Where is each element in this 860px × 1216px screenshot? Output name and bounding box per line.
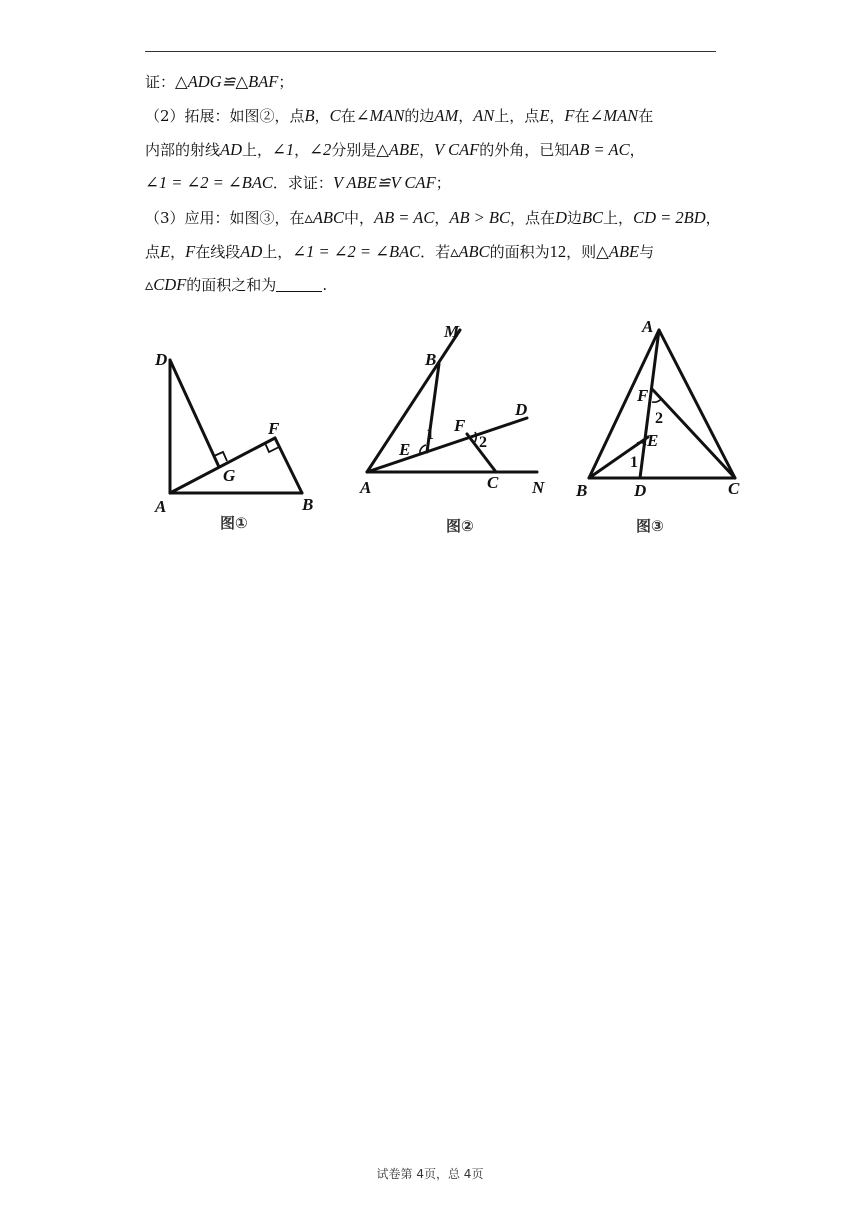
- text: ，: [170, 243, 186, 261]
- math: AB = AC: [569, 140, 630, 159]
- text: ，: [549, 107, 565, 125]
- text: 在线段: [195, 243, 241, 261]
- label-n: N: [532, 478, 545, 497]
- label-c: C: [487, 473, 499, 492]
- label-a: A: [642, 317, 654, 336]
- label-b: B: [425, 350, 437, 369]
- problem-line-2: [145, 106, 653, 126]
- page-footer: 试卷第 4页，总 4页: [376, 1167, 484, 1181]
- math: ∠MAN: [355, 106, 405, 125]
- math: △ABE: [376, 140, 420, 159]
- problem-line-7: [145, 275, 327, 295]
- label-m: M: [444, 322, 460, 341]
- math: F: [564, 106, 575, 125]
- angle-2-arc: [652, 398, 662, 402]
- text: ，: [629, 141, 645, 159]
- text: （2）拓展：如图②，点: [145, 107, 305, 125]
- figure-2-caption: 图②: [446, 517, 474, 535]
- problem-line-3: [145, 140, 645, 160]
- label-d: D: [515, 400, 528, 419]
- math: CD = 2BD: [633, 208, 706, 227]
- text: ；: [278, 73, 294, 91]
- text: ，: [434, 209, 450, 227]
- text: 在: [340, 107, 356, 125]
- math: AB > BC: [449, 208, 510, 227]
- label-f: F: [454, 416, 466, 435]
- label-e: E: [647, 431, 659, 450]
- text: 的边: [404, 107, 435, 125]
- text: 上，点: [494, 107, 540, 125]
- math: AB = AC: [374, 208, 435, 227]
- text: 中，: [344, 209, 375, 227]
- text: 在: [638, 107, 654, 125]
- label-d: D: [155, 350, 168, 369]
- text: ，: [314, 107, 330, 125]
- text: ，: [294, 141, 310, 159]
- figure-3-caption: 图③: [636, 517, 664, 535]
- text: ，: [458, 107, 474, 125]
- text: 的面积为: [489, 243, 550, 261]
- angle-1-label: 1: [426, 426, 434, 443]
- text: 分别是: [331, 141, 377, 159]
- label-b: B: [576, 481, 588, 500]
- angle-2-arc: [474, 432, 476, 443]
- math: ∠1 = ∠2 = ∠BAC: [292, 242, 421, 261]
- figure-1: [145, 340, 345, 520]
- angle-1-label: 1: [630, 454, 638, 471]
- text: ．求证：: [272, 174, 333, 192]
- math: V ABE≌V CAF: [332, 173, 436, 192]
- ray-ad: [367, 418, 527, 472]
- math: AM: [434, 106, 459, 125]
- math: AD: [220, 140, 243, 159]
- math: F: [185, 242, 196, 261]
- label-a: A: [360, 478, 372, 497]
- problem-line-4: [145, 173, 451, 193]
- math: D: [555, 208, 567, 227]
- label-e: E: [399, 440, 411, 459]
- text: ，则: [566, 243, 597, 261]
- segment-fb: [275, 438, 302, 493]
- text: 的面积之和为: [186, 276, 277, 294]
- math: B: [304, 106, 315, 125]
- problem-line-1: [145, 72, 293, 92]
- label-a: A: [155, 497, 167, 516]
- math: E: [539, 106, 550, 125]
- label-f: F: [268, 419, 280, 438]
- math: ▵CDF: [145, 275, 187, 294]
- segment-dg: [170, 360, 219, 467]
- text: 内部的射线: [145, 141, 221, 159]
- math: AN: [473, 106, 495, 125]
- figure-1-caption: 图①: [220, 514, 248, 532]
- ray-am: [367, 330, 460, 472]
- math: △ABE: [596, 242, 640, 261]
- math: ▵ABC: [450, 242, 490, 261]
- text: 边: [566, 209, 582, 227]
- answer-blank[interactable]: [276, 277, 322, 292]
- problem-line-6: [145, 242, 654, 262]
- number: 12: [549, 242, 567, 261]
- text: .: [322, 276, 328, 294]
- math: ∠1 = ∠2 = ∠BAC: [145, 173, 273, 192]
- text: 证：: [145, 73, 176, 91]
- figure-3: [570, 310, 760, 500]
- text: ，: [419, 141, 435, 159]
- figure-2: [350, 315, 560, 505]
- math: ∠MAN: [589, 106, 639, 125]
- math: BC: [581, 208, 604, 227]
- text: （3）应用：如图③，在: [145, 209, 305, 227]
- header-rule: [145, 51, 716, 52]
- text: 的外角，已知: [479, 141, 570, 159]
- label-c: C: [728, 479, 740, 498]
- text: ；: [435, 174, 451, 192]
- math: ∠2: [309, 140, 332, 159]
- text: 上，: [262, 243, 293, 261]
- text: 在: [574, 107, 590, 125]
- problem-line-5: [145, 208, 721, 228]
- text: ．若: [420, 243, 451, 261]
- text: ，点在: [510, 209, 556, 227]
- angle-2-label: 2: [479, 434, 487, 451]
- segment-fc: [653, 390, 735, 478]
- label-b: B: [302, 495, 314, 514]
- math: V CAF: [434, 140, 480, 159]
- math: △ADG≌△BAF: [175, 72, 279, 91]
- text: 点: [145, 243, 161, 261]
- text: 与: [639, 243, 655, 261]
- text: 上，: [242, 141, 273, 159]
- label-d: D: [634, 481, 647, 500]
- math: AD: [240, 242, 263, 261]
- angle-2-label: 2: [655, 410, 663, 427]
- math: E: [160, 242, 171, 261]
- text: ，: [705, 209, 721, 227]
- label-g: G: [223, 466, 236, 485]
- math: ∠1: [272, 140, 295, 159]
- label-f: F: [637, 386, 649, 405]
- math: ▵ABC: [304, 208, 344, 227]
- math: C: [329, 106, 341, 125]
- text: 上，: [603, 209, 634, 227]
